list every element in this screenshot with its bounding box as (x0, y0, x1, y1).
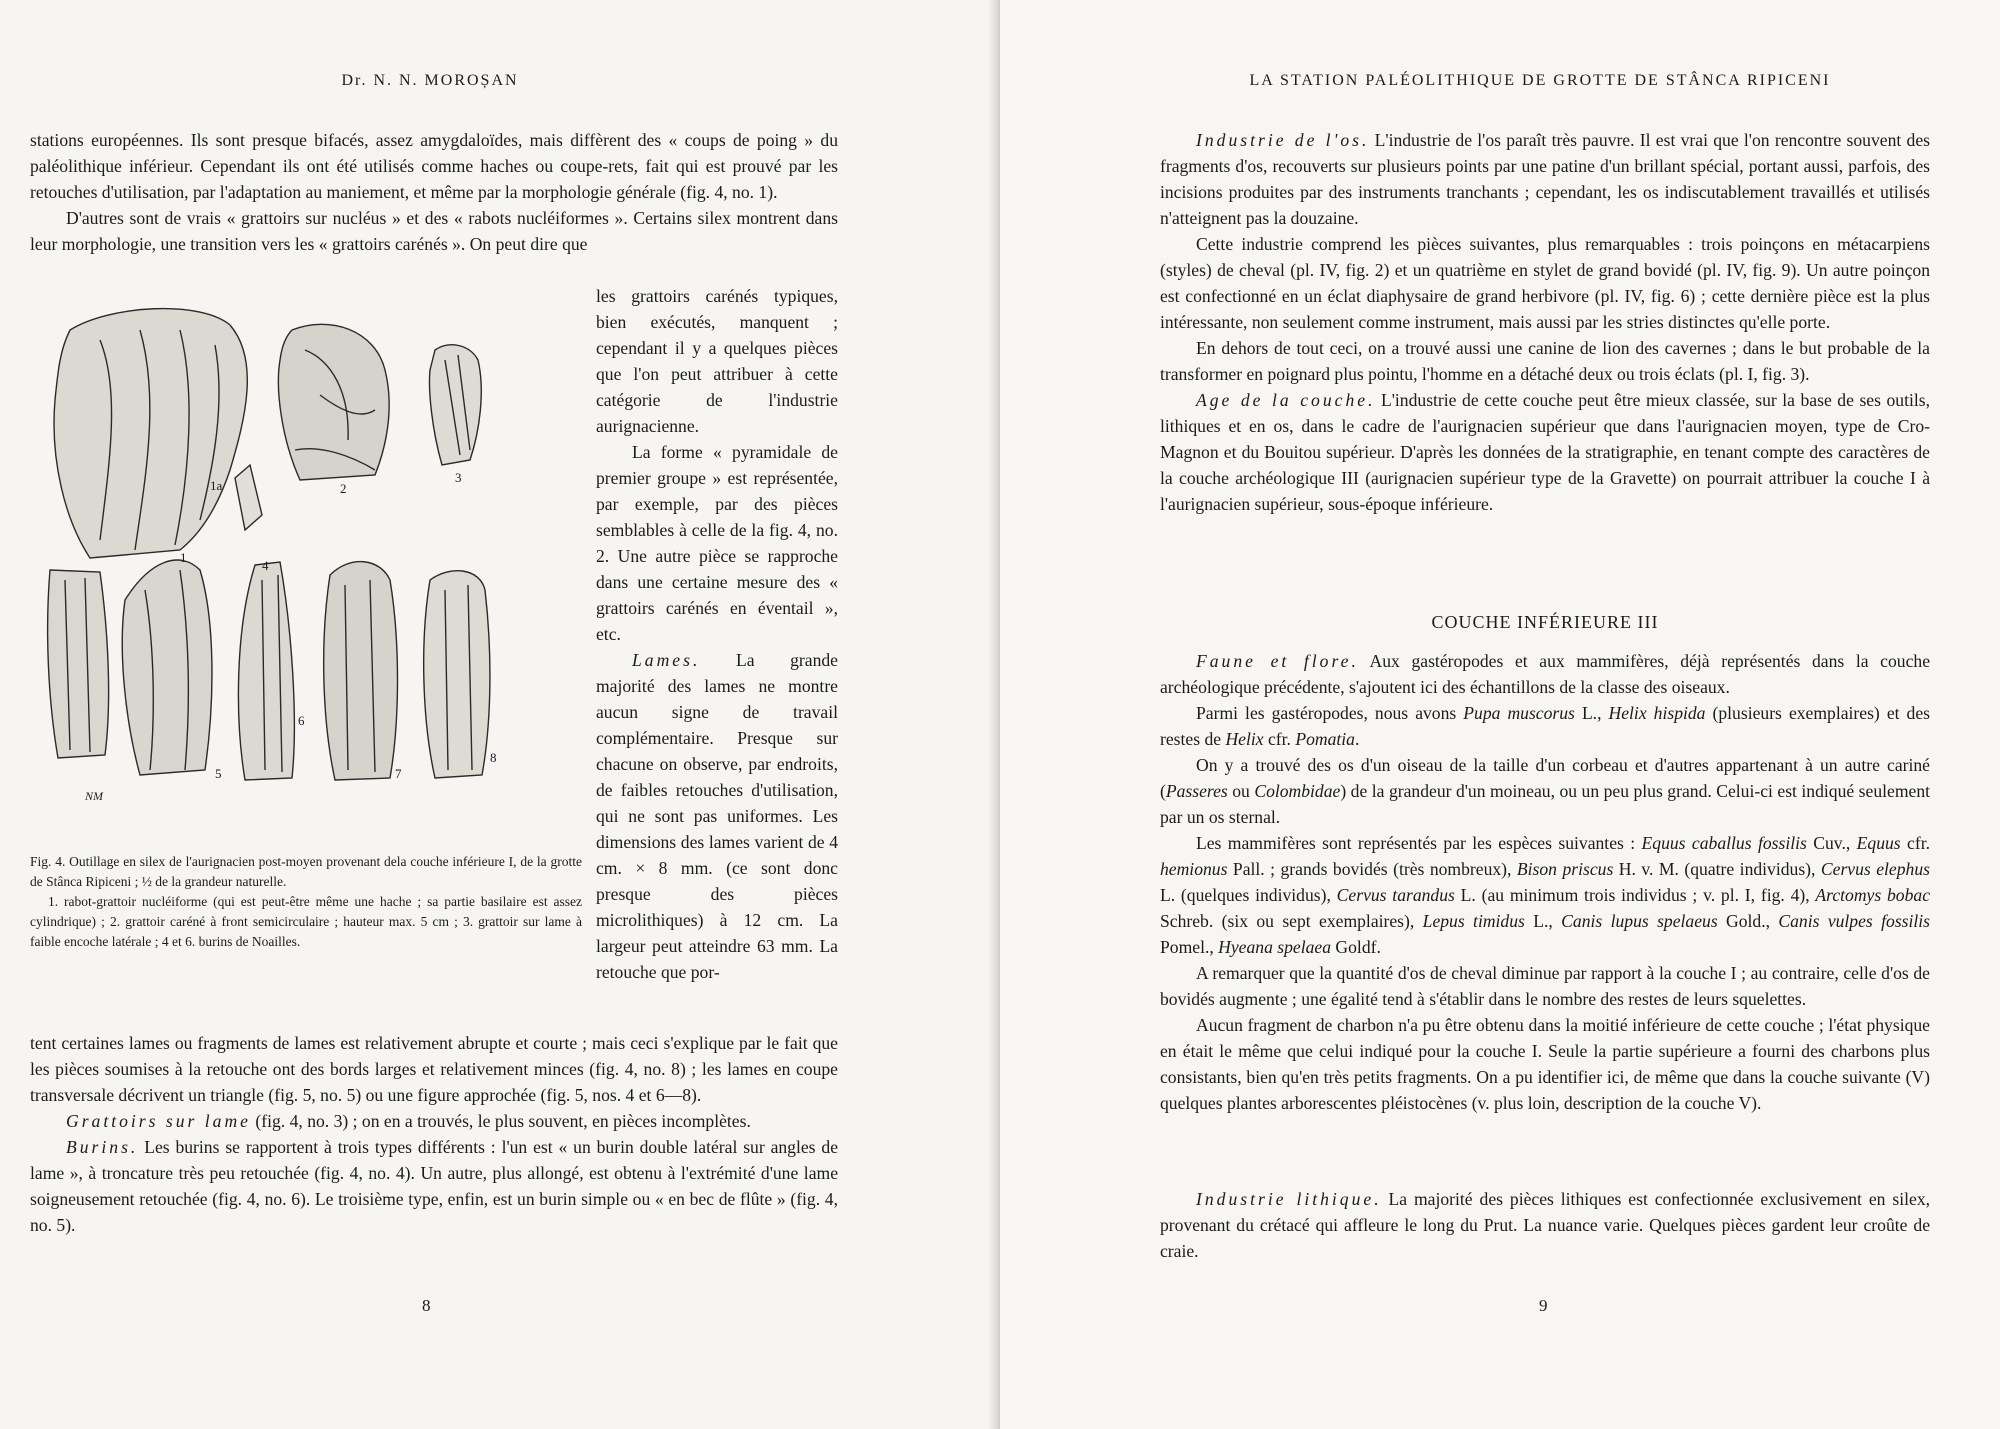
section-term: Lames. (632, 650, 701, 670)
paragraph: Faune et flore. Aux gastéropodes et aux mammifères, déjà représentés dans la couche archéologique précédente, s'ajoutent ici des échantillons de la classe des oiseaux. (1160, 651, 1931, 697)
paragraph: Age de la couche. L'industrie de cette couche peut être mieux classée, sur la base de ses outils, lithiques et en os, dans le cadre de l'aurignacien supérieur que dans l'aurignacien moyen, type de Cro-Magnon et du Bouitou supérieur. D'après les données de la stratigraphie, en tenant compte des caractères de la couche archéologique III (aurignacien supérieur type de la Gravette) on pourrait attribuer la couche I à l'aurignacien supérieur, sous-époque inférieure. (1160, 390, 1930, 514)
tool-8 (424, 571, 490, 778)
section-term: Industrie de l'os. (1196, 130, 1370, 150)
figure-label: 7 (395, 766, 402, 781)
flint-tools-illustration (30, 300, 582, 848)
right-middle-text (1160, 648, 1930, 1116)
paragraph: Lames. La grande majorité des lames ne montre aucun signe de travail complémentaire. Presque sur chacune on observe, par endroits, de faibles retouches d'utilisation, qui ne sont pas uniformes. Les dimensions des lames varient de 4 cm. × 8 mm. (ce sont donc presque des pièces microlithiques) à 12 cm. La largeur peut atteindre 63 mm. La retouche que por- (596, 650, 838, 982)
paragraph: Burins. Les burins se rapportent à trois types différents : l'un est « un burin double latéral sur angles de lame », à troncature très peu retouchée (fig. 4, no. 4). Un autre, plus allongé, est obtenu à l'extrémité d'une lame soigneusement retouchée (fig. 4, no. 6). Le troisième type, enfin, est un burin simple ou « en bec de flûte » (fig. 4, no. 5). (30, 1137, 838, 1235)
figure-label: 2 (340, 481, 347, 496)
figure-label: 1 (180, 550, 187, 565)
figure-label: 6 (298, 713, 305, 728)
paragraph: tent certaines lames ou fragments de lames est relativement abrupte et courte ; mais ceci s'explique par le fait que les pièces soumises à la retouche ont des bords larges et relativement minces (fig. 4, no. 8) ; les lames en coupe transversale décrivent un triangle (fig. 5, no. 5) ou une figure approchée (fig. 5, nos. 4 et 6—8). (30, 1033, 838, 1105)
running-head-right: LA STATION PALÉOLITHIQUE DE GROTTE DE STÂNCA RIPICENI (1249, 72, 1831, 89)
paragraph: les grattoirs carénés typiques, bien exécutés, manquent ; cependant il y a quelques pièces que l'on peut attribuer à cette catégorie de l'industrie aurignacienne. (596, 286, 838, 436)
running-head-left: Dr. N. N. MOROȘAN (341, 72, 519, 89)
section-term: Industrie lithique. (1196, 1189, 1382, 1209)
paragraph: Parmi les gastéropodes, nous avons Pupa muscorus L., Helix hispida (plusieurs exemplaires) et des restes de Helix cfr. Pomatia. (1160, 703, 1931, 749)
paragraph: D'autres sont de vrais « grattoirs sur nucléus » et des « rabots nucléiformes ». Certains silex montrent dans leur morphologie, une transition vers les « grattoirs carénés ». On peut dire que (30, 208, 838, 254)
tool-5 (122, 560, 212, 775)
paragraph: A remarquer que la quantité d'os de cheval diminue par rapport à la couche I ; au contraire, celle d'os de bovidés augmente ; une égalité tend à s'établir dans le nombre des restes de leurs squelettes. (1160, 963, 1930, 1009)
section-heading: COUCHE INFÉRIEURE III (1431, 612, 1659, 632)
figure-label: 4 (262, 558, 269, 573)
paragraph: On y a trouvé des os d'un oiseau de la taille d'un corbeau et d'autres appartenant à un autre cariné (Passeres ou Colombidae) de la grandeur d'un moineau, ou un peu plus grand. Celui-ci est indiqué seulement par un os sternal. (1160, 755, 1931, 827)
paragraph: Grattoirs sur lame (fig. 4, no. 3) ; on en a trouvés, le plus souvent, en pièces incomplètes. (66, 1111, 751, 1131)
illustrator-signature: NM (85, 789, 103, 803)
section-term: Grattoirs sur lame (66, 1111, 251, 1131)
page-number-right: 9 (1539, 1296, 1548, 1315)
tool-4 (48, 570, 109, 758)
paragraph: Aucun fragment de charbon n'a pu être obtenu dans la moitié inférieure de cette couche ; l'état physique en était le même que celui indiqué pour la couche I. Seule la partie supérieure a fourni des charbons plus consistants, bien qu'en très petits fragments. On a pu identifier ici, de même que dans la couche suivante (V) quelques plantes arborescentes pléistocènes (v. plus loin, description de la couche V). (1160, 1015, 1930, 1113)
caption-title: Fig. 4. Outillage en silex de l'aurignacien post-moyen provenant dela couche inférieure I, de la grotte de Stânca Ripiceni ; ½ de la grandeur naturelle. (30, 854, 582, 889)
paragraph: Industrie lithique. La majorité des pièces lithiques est confectionnée exclusivement en silex, provenant du crétacé qui affleure le long du Prut. La nuance varie. Quelques pièces gardent leur croûte de craie. (1160, 1189, 1931, 1261)
figure-label: 8 (490, 750, 497, 765)
left-column-text (596, 283, 838, 985)
figure-4-flint-tools (30, 300, 582, 848)
figure-label: 1a (210, 478, 223, 493)
paragraph: Industrie de l'os. L'industrie de l'os paraît très pauvre. Il est vrai que l'on rencontre souvent des fragments d'os, recouverts sur plusieurs points par une patine d'un brillant spécial, portant aussi, parfois, des incisions produites par des instruments tranchants ; cependant, les os indiscutablement travaillés et utilisés n'atteignent pas la douzaine. (1160, 130, 1930, 228)
right-page (1000, 0, 2000, 1429)
tool-2 (278, 324, 389, 480)
figure-caption (30, 852, 582, 952)
paragraph: stations européennes. Ils sont presque bifacés, assez amygdaloïdes, mais diffèrent des « coups de poing » du paléolithique inférieur. Cependant ils ont été utilisés comme haches ou coupe-rets, fait qui est prouvé par les retouches d'utilisation, par l'adaptation au maniement, et même par la morphologie générale (fig. 4, no. 1). (30, 130, 838, 202)
paragraph: La forme « pyramidale de premier groupe » est représentée, par exemple, par des pièces semblables à celle de la fig. 4, no. 2. Une autre pièce se rapproche dans une certaine mesure des « grattoirs carénés en éventail », etc. (596, 442, 838, 644)
figure-label: 3 (455, 470, 462, 485)
right-bottom-text (1160, 1186, 1930, 1264)
paragraph: Les mammifères sont représentés par les espèces suivantes : Equus caballus fossilis Cuv., Equus cfr. hemionus Pall. ; grands bovidés (très nombreux), Bison priscus H. v. M. (quatre individus), Cervus elephus L. (quelques individus), Cervus tarandus L. (au minimum trois individus ; v. pl. I, fig. 4), Arctomys bobac Schreb. (six ou sept exemplaires), Lepus timidus L., Canis lupus spelaeus Gold., Canis vulpes fossilis Pomel., Hyeana spelaea Goldf. (1160, 833, 1931, 957)
right-top-text (1160, 127, 1930, 517)
left-bottom-text (30, 1030, 838, 1238)
page-number-left: 8 (422, 1296, 431, 1315)
left-top-text (30, 127, 838, 257)
tool-1a (235, 465, 262, 530)
tool-6 (238, 562, 294, 780)
section-term: Burins. (66, 1137, 139, 1157)
figure-label: 5 (215, 766, 222, 781)
paragraph: En dehors de tout ceci, on a trouvé aussi une canine de lion des cavernes ; dans le but probable de la transformer en poignard plus pointu, l'homme en a détaché deux ou trois éclats (pl. I, fig. 3). (1160, 338, 1930, 384)
paragraph: Cette industrie comprend les pièces suivantes, plus remarquables : trois poinçons en métacarpiens (styles) de cheval (pl. IV, fig. 2) et un quatrième en stylet de grand bovidé (pl. IV, fig. 9). Un autre poinçon est confectionné en un éclat diaphysaire de grand herbivore (pl. IV, fig. 6) ; cette dernière pièce est la plus intéressante, non seulement comme instrument, mais aussi par les stries distinctes qu'elle porte. (1160, 234, 1930, 332)
section-term: Faune et flore. (1196, 651, 1359, 671)
tool-3 (430, 345, 482, 465)
caption-items: 1. rabot-grattoir nucléiforme (qui est peut-être même une hache ; sa partie basilaire est assez cylindrique) ; 2. grattoir caréné à front semicirculaire ; hauteur max. 5 cm ; 3. grattoir sur lame à faible encoche latérale ; 4 et 6. burins de Noailles. (30, 894, 582, 949)
tool-7 (324, 562, 398, 780)
section-term: Age de la couche. (1196, 390, 1376, 410)
tool-1 (54, 309, 247, 558)
